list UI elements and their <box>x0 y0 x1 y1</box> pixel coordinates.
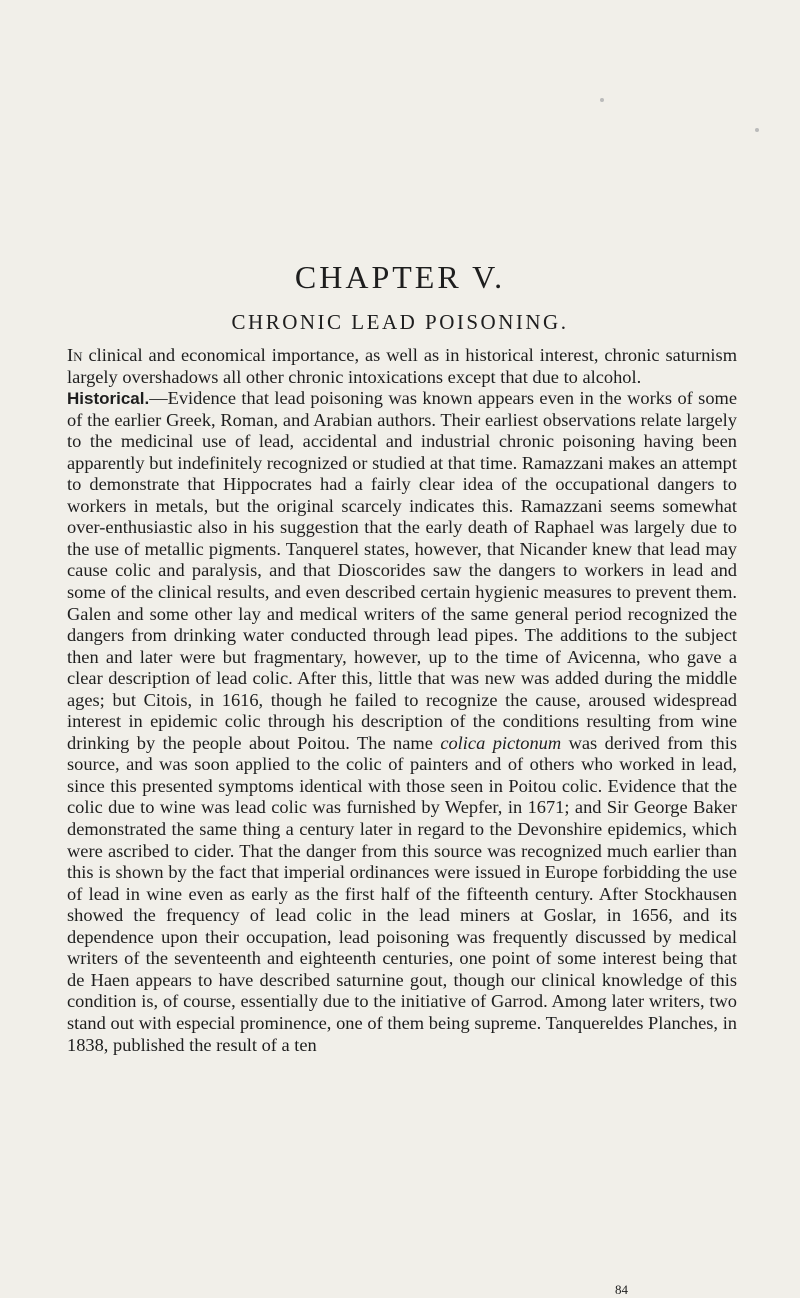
historical-text-cont: was derived from this source, and was soon applied to the colic of painters and of others who worked in lead, since this presented symptoms identical with those seen in Poitou colic. Evidence that the colic due to wine was lead colic was furnished by Wepfer, in 1671; and Sir George Baker demonstrated the same thing a century later in regard to the Devonshire epidemics, which were ascribed to cider. That the danger from this source was recognized much earlier than this is shown by the fact that imperial ordinances were issued in Europe forbidding the use of lead in wine even as early as the first half of the fifteenth century. After Stockhausen showed the frequency of lead colic in the lead miners at Goslar, in 1656, and its dependence upon their occupation, lead poisoning was frequently discussed by medical writers of the seventeenth and eighteenth centuries, one point of some interest being that de Haen appears to have described saturnine gout, though our clinical knowledge of this condition is, of course, essentially due to the initiative of Garrod. Among later writers, two stand out with especial prominence, one of them being supreme. Tanquereldes Planches, in 1838, published the result of a ten <box>67 732 737 1055</box>
italic-term: colica pictonum <box>440 732 562 753</box>
speck-mark <box>600 98 604 102</box>
chapter-title: CHRONIC LEAD POISONING. <box>231 310 569 334</box>
intro-text: clinical and economical importance, as well as in historical interest, chronic saturnism largely overshadows all other chronic intoxications except that due to alcohol. <box>67 345 737 387</box>
speck-mark <box>755 128 759 132</box>
chapter-heading: CHAPTER V. <box>294 259 506 296</box>
section-heading-historical: Historical. <box>67 389 150 409</box>
historical-text: —Evidence that lead poisoning was known appears even in the works of some of the earlier Greek, Roman, and Arabian authors. Their earliest observations relate largely to the medicinal use of lead, accidental and industrial chronic poisoning having been apparently but indefinitely recognized or studied at that time. Ramazzani makes an attempt to demonstrate that Hippocrates had a fairly clear idea of the occupational dangers to workers in metals, but the original scarcely indicates this. Ramazzani seems somewhat over-enthusiastic also in his suggestion that the early death of Raphael was largely due to the use of metallic pigments. Tanquerel states, however, that Nicander knew that lead may cause colic and paralysis, and that Dioscorides saw the dangers to workers in lead and some of the clinical results, and even described certain hygienic measures to prevent them. Galen and some other lay and medical writers of the same general period recognized the dangers from drinking water conducted through lead pipes. The additions to the subject then and later were but fragmentary, however, up to the time of Avicenna, who gave a clear description of lead colic. After this, little that was new was added during the middle ages; but Citois, in 1616, though he failed to recognize the cause, aroused widespread interest in epidemic colic through his description of the conditions resulting from wine drinking by the people about Poitou. The name <box>67 388 737 753</box>
body-text <box>67 345 737 1056</box>
page-number: 84 <box>615 1282 628 1297</box>
paragraph-intro <box>67 345 737 388</box>
paragraph-historical <box>67 388 737 1056</box>
lead-word: In <box>67 345 83 365</box>
